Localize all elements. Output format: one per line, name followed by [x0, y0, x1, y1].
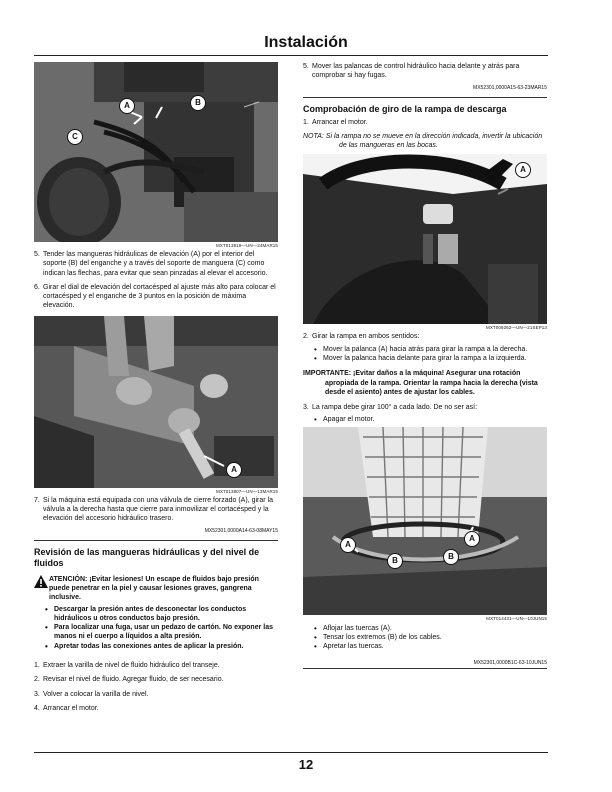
step-number: 7. [34, 496, 40, 504]
chute-step-3 [303, 403, 547, 412]
caution-block [34, 575, 278, 603]
step-text: Mover las palancas de control hidráulico hacia delante y atrás para comprobar si hay fugas. [312, 63, 520, 80]
step-7-lock-valve [34, 496, 278, 524]
callout-a: A [515, 162, 531, 178]
step-number: 6. [34, 283, 40, 291]
step-number: 1. [34, 662, 40, 670]
adjust-bullet: • Apretar las tuercas. [303, 642, 547, 651]
note-text: NOTA: Si la rampa no se mueve en la dirección indicada, invertir la ubicación de las mangueras en las bocas. [303, 132, 543, 150]
step-text: Girar el dial de elevación del cortacésped al ajuste más alto para colocar el cortacésped y el enganche de 3 puntos en la posición de máxima elevación. [43, 283, 276, 310]
step-number: 4. [34, 704, 40, 712]
bullet-text: Para localizar una fuga, usar un pedazo de cartón. No exponer las manos ni el cuerpo a líquidos a alta presión. [54, 624, 274, 641]
step-number: 3. [303, 404, 309, 412]
bullet-text: Mover la palanca hacia delante para girar la rampa a la izquierda. [323, 355, 527, 363]
tractor-hoses-illustration [34, 62, 278, 242]
caution-bullet: • Apretar todas las conexiones antes de aplicar la presión. [34, 642, 278, 651]
stop-engine-bullet: • Apagar el motor. [303, 415, 547, 424]
check-step-3 [34, 690, 278, 699]
reference-code: MX52301,0000A14-63-08MAY15 [204, 527, 278, 534]
chute-step-2 [303, 332, 547, 341]
step-number: 3. [34, 690, 40, 698]
step-text: Extraer la varilla de nivel de fluido hidráulico del transeje. [43, 662, 220, 670]
step-text: Arrancar el motor. [43, 704, 99, 712]
photo-lock-valve [34, 316, 278, 488]
step-number: 5. [303, 63, 309, 70]
step-5-hoses [34, 250, 278, 278]
lock-valve-illustration [34, 316, 278, 488]
bullet-text: Aflojar las tuercas (A). [323, 624, 392, 632]
adjust-bullet: • Aflojar las tuercas (A). [303, 624, 547, 633]
warning-triangle-icon [34, 575, 49, 603]
step-text: La rampa debe girar 100° a cada lado. De no ser así: [312, 404, 478, 412]
figure-caption: MXT009262—UN—21SEP13 [485, 325, 547, 331]
chute-step-1 [303, 118, 547, 127]
reference-code: MX52301,0000B1C-63-10JUN15 [473, 659, 547, 666]
callout-b: B [190, 95, 206, 111]
check-step-2 [34, 675, 278, 684]
callout-c: C [67, 129, 83, 145]
adjust-bullet: • Tensar los extremos (B) de los cables. [303, 633, 547, 642]
left-column [34, 62, 278, 713]
callout-b: B [443, 549, 459, 565]
bullet-text: Tensar los extremos (B) de los cables. [323, 634, 442, 642]
callout-a: A [119, 98, 135, 114]
callout-a: A [464, 531, 480, 547]
step-text: Si la máquina está equipada con una válvula de cierre forzado (A), girar la válvula a la derecha hasta que cierre para inmovilizar el cortacésped y la elevación del accesorio hidráulico trasero. [43, 496, 273, 523]
photo-chute-cables [303, 427, 547, 615]
right-column [303, 62, 547, 669]
step-number: 2. [34, 676, 40, 684]
callout-b: B [387, 553, 403, 569]
caution-bullet: • Para localizar una fuga, usar un pedazo de cartón. No exponer las manos ni el cuerpo a líquidos a alta presión. [34, 623, 278, 642]
reference-code: MX52301,0000A15-63-23MAR15 [473, 84, 547, 91]
rotate-bullet: • Mover la palanca hacia delante para girar la rampa a la izquierda. [303, 354, 547, 363]
bullet-text: Mover la palanca (A) hacia atrás para girar la rampa a la derecha. [323, 345, 528, 353]
callout-a: A [340, 537, 356, 553]
bullet-text: Apretar todas las conexiones antes de aplicar la presión. [54, 642, 244, 650]
step-number: 1. [303, 118, 309, 126]
caution-bullet: • Descargar la presión antes de desconectar los conductos hidráulicos u otros conductos bajo presión. [34, 605, 278, 624]
step-number: 2. [303, 333, 309, 341]
step-6-lift-dial [34, 283, 278, 311]
photo-tractor-hoses [34, 62, 278, 242]
step-text: Arrancar el motor. [312, 118, 368, 126]
rotate-bullet: • Mover la palanca (A) hacia atrás para girar la rampa a la derecha. [303, 345, 547, 354]
page-number: 12 [298, 757, 314, 772]
footer-rule [34, 752, 548, 753]
header-rule [34, 55, 548, 56]
chute-cables-illustration [303, 427, 547, 615]
step-text: Tender las mangueras hidráulicas de elevación (A) por el interior del soporte (B) del enganche y a través del soporte de manguera (C) como indican las flechas, para evitar que sean pinzadas al elevar el accesorio. [43, 251, 268, 277]
figure-caption: MXT013819—UN—24MAR15 [215, 243, 278, 248]
important-text: IMPORTANTE: ¡Evitar daños a la máquina! Asegurar una rotación apropiada de la rampa. Orientar la rampa hacia la derecha (vista desde el asiento) antes de ajustar los cables. [303, 370, 538, 396]
page-title: Instalación [264, 34, 348, 51]
figure-caption: MXT013807—UN—13MAR15 [215, 488, 278, 494]
steering-lever-illustration [303, 154, 547, 324]
bullet-text: Apretar las tuercas. [323, 643, 384, 651]
figure-caption: MXT014431—UN—10JUN15 [486, 615, 547, 621]
step-text: Volver a colocar la varilla de nivel. [43, 690, 149, 698]
section-rule [303, 668, 547, 669]
step-text: Girar la rampa en ambos sentidos: [312, 333, 420, 341]
caution-text: ATENCIÓN: ¡Evitar lesiones! Un escape de fluidos bajo presión puede penetrar en la piel y causar lesiones graves, gangrena inclusive. [49, 575, 259, 602]
section-heading: Revisión de las mangueras hidráulicas y del nivel de fluidos [34, 546, 260, 568]
callout-a: A [226, 462, 242, 478]
step-text: Revisar el nivel de fluido. Agregar fluido, de ser necesario. [43, 676, 224, 684]
step-5-check-leaks [303, 62, 547, 81]
section-heading: Comprobación de giro de la rampa de descarga [303, 103, 507, 114]
bullet-text: Descargar la presión antes de desconectar los conductos hidráulicos u otros conductos bajo presión. [54, 605, 247, 622]
step-number: 5. [34, 251, 40, 258]
photo-steering-lever [303, 154, 547, 324]
check-step-1 [34, 661, 278, 670]
check-step-4 [34, 704, 278, 713]
bullet-text: Apagar el motor. [323, 415, 375, 423]
